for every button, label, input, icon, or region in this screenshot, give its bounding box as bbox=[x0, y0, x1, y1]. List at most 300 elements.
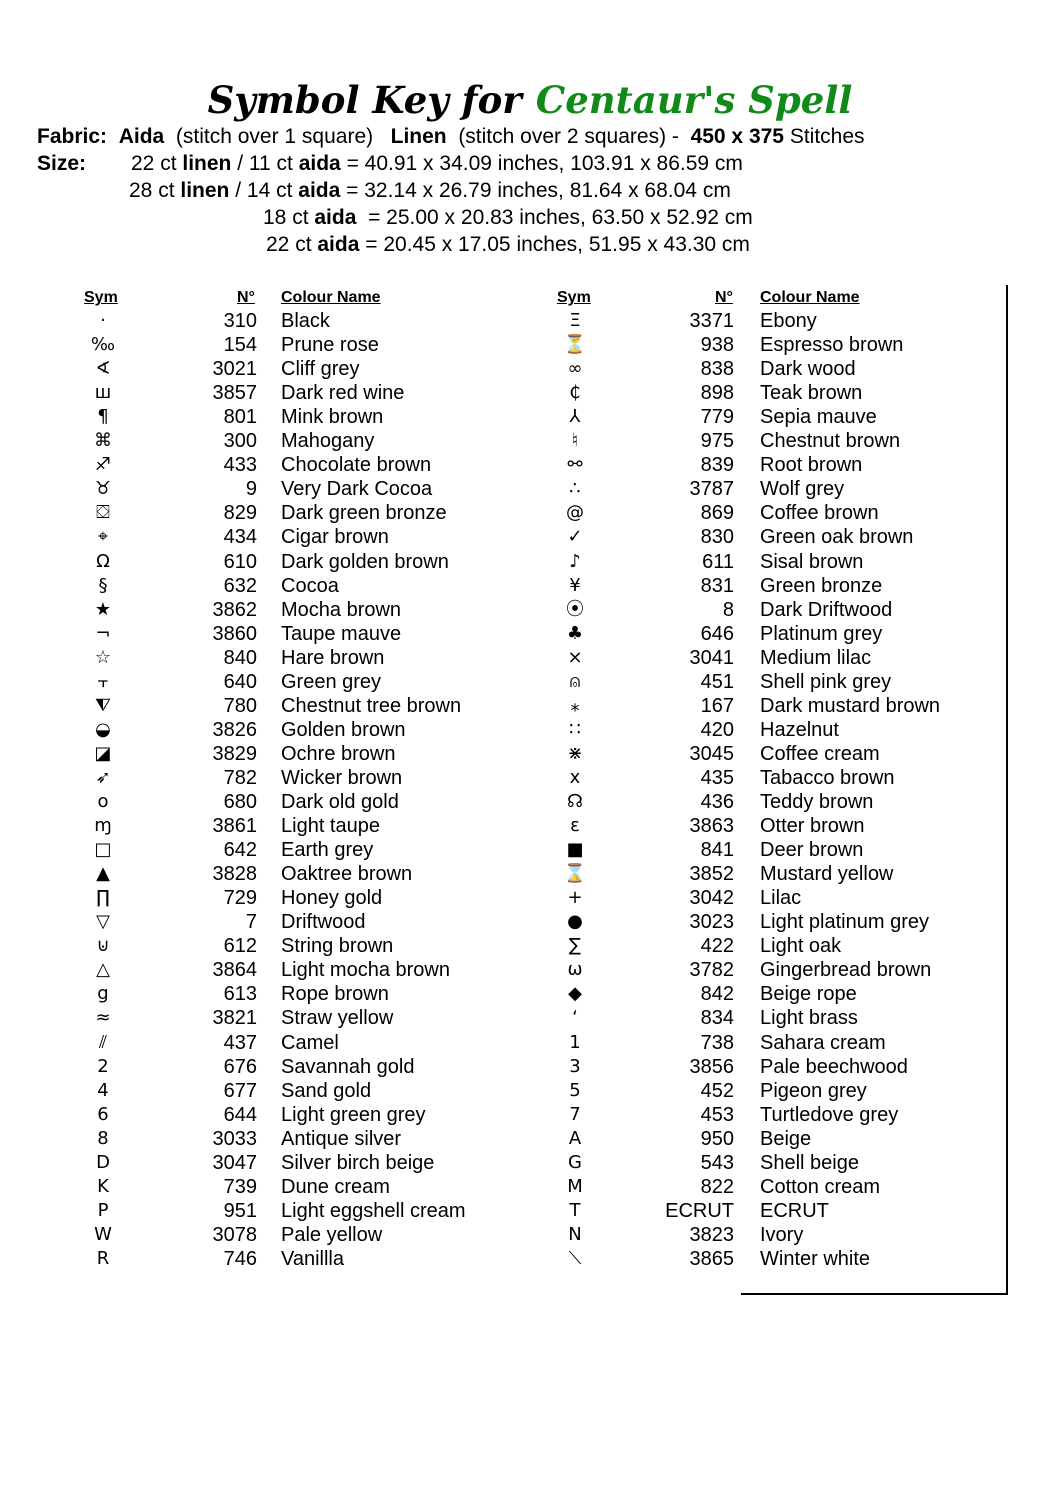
size-dims: = 20.45 x 17.05 inches, 51.95 x 43.30 cm bbox=[359, 233, 750, 256]
right-table-row bbox=[0, 862, 1060, 886]
colour-name: String brown bbox=[281, 935, 394, 958]
size-pre: 28 ct bbox=[129, 179, 181, 202]
floss-number: 739 bbox=[223, 1175, 257, 1198]
colour-name: Driftwood bbox=[281, 911, 366, 934]
floss-number: 436 bbox=[700, 791, 734, 813]
colour-name: Ochre brown bbox=[281, 742, 396, 765]
title-prefix: Symbol Key for bbox=[207, 78, 522, 122]
size-mid: / 14 ct bbox=[229, 179, 299, 202]
symbol-glyph: · bbox=[100, 310, 106, 331]
size-fabric-2: aida bbox=[298, 152, 341, 175]
fabric-linen-note: (stitch over 2 squares) - bbox=[458, 125, 679, 148]
right-table-row bbox=[0, 694, 1060, 718]
colour-name: Light platinum grey bbox=[760, 911, 929, 934]
symbol-glyph: ♪ bbox=[569, 550, 581, 572]
colour-name: Mustard yellow bbox=[760, 863, 894, 886]
floss-number: 3861 bbox=[212, 815, 257, 838]
colour-name: Green grey bbox=[281, 670, 382, 693]
symbol-glyph: ♮ bbox=[571, 430, 579, 452]
colour-name: Silver birch beige bbox=[281, 1151, 435, 1174]
right-table-row bbox=[0, 1151, 1060, 1175]
floss-number: 640 bbox=[223, 670, 257, 693]
colour-name: Dark golden brown bbox=[281, 550, 449, 573]
colour-name: Sand gold bbox=[281, 1079, 372, 1102]
symbol-glyph: N bbox=[568, 1223, 582, 1245]
floss-number: 3823 bbox=[689, 1223, 734, 1246]
floss-number: 434 bbox=[223, 526, 257, 549]
floss-number: 782 bbox=[223, 766, 257, 789]
right-table-row bbox=[0, 574, 1060, 598]
floss-number: 3857 bbox=[212, 382, 257, 405]
colour-name: Ivory bbox=[760, 1223, 804, 1246]
right-table-row bbox=[0, 886, 1060, 910]
symbol-glyph: ∑ bbox=[568, 935, 582, 957]
colour-name: Coffee brown bbox=[760, 502, 879, 525]
symbol-glyph: ɱ bbox=[94, 815, 112, 837]
floss-number: 543 bbox=[700, 1151, 734, 1174]
left-header-name: Colour Name bbox=[281, 289, 381, 306]
right-table-row bbox=[0, 1031, 1060, 1055]
colour-name: Otter brown bbox=[760, 815, 865, 838]
colour-name: Mocha brown bbox=[281, 598, 402, 621]
floss-number: 3826 bbox=[212, 718, 257, 741]
symbol-glyph: ⌘ bbox=[94, 430, 112, 452]
page-title bbox=[0, 78, 1060, 122]
right-table-row bbox=[0, 1103, 1060, 1127]
right-table-row bbox=[0, 405, 1060, 429]
colour-name: Sepia mauve bbox=[760, 406, 877, 429]
symbol-glyph: ⦿ bbox=[566, 598, 584, 620]
symbol-glyph: □ bbox=[94, 839, 112, 861]
floss-number: 644 bbox=[223, 1103, 257, 1126]
symbol-glyph: ✓ bbox=[567, 526, 583, 548]
symbol-glyph: ⍝ bbox=[569, 670, 581, 692]
floss-number: 841 bbox=[700, 839, 734, 862]
floss-number: 938 bbox=[700, 334, 734, 357]
colour-name: Hazelnut bbox=[760, 718, 839, 741]
colour-name: Platinum grey bbox=[760, 622, 883, 645]
symbol-glyph: ▽ bbox=[96, 911, 110, 933]
floss-number: 612 bbox=[223, 935, 257, 958]
symbol-glyph: ⟍ bbox=[568, 1247, 582, 1269]
colour-name: Chestnut tree brown bbox=[281, 694, 462, 717]
size-pre: 18 ct bbox=[263, 206, 315, 229]
colour-name: Prune rose bbox=[281, 334, 379, 357]
symbol-glyph: ∏ bbox=[96, 887, 110, 909]
right-table-row bbox=[0, 477, 1060, 501]
right-table-row bbox=[0, 718, 1060, 742]
right-table-row bbox=[0, 598, 1060, 622]
colour-name: Chocolate brown bbox=[281, 454, 432, 477]
colour-name: Cotton cream bbox=[760, 1175, 881, 1198]
symbol-glyph: ● bbox=[567, 911, 583, 933]
symbol-glyph: ‰ bbox=[90, 334, 116, 356]
right-table-row bbox=[0, 958, 1060, 982]
symbol-glyph: 1 bbox=[569, 1031, 581, 1053]
size-label: Size: bbox=[37, 152, 87, 175]
symbol-glyph: Ω bbox=[96, 550, 110, 572]
colour-name: Shell pink grey bbox=[760, 670, 892, 693]
colour-name: Golden brown bbox=[281, 718, 406, 741]
right-table-row bbox=[0, 1199, 1060, 1223]
colour-name: Taupe mauve bbox=[281, 622, 402, 645]
floss-number: 829 bbox=[223, 502, 257, 525]
symbol-glyph: ⫟ bbox=[97, 670, 109, 692]
symbol-glyph: ◪ bbox=[94, 742, 112, 764]
size-fabric-1: linen bbox=[180, 179, 230, 202]
floss-number: 435 bbox=[700, 766, 734, 789]
floss-number: ECRUT bbox=[665, 1199, 734, 1222]
symbol-glyph: ⫽ bbox=[98, 1031, 108, 1053]
colour-name: Shell beige bbox=[760, 1151, 859, 1174]
symbol-glyph: ☊ bbox=[567, 791, 583, 812]
right-table-row bbox=[0, 381, 1060, 405]
colour-name: Wicker brown bbox=[281, 766, 403, 789]
floss-number: 3828 bbox=[212, 863, 257, 886]
floss-number: 3865 bbox=[689, 1247, 734, 1270]
right-table-row bbox=[0, 1223, 1060, 1247]
right-table-row bbox=[0, 982, 1060, 1006]
symbol-glyph: ⚯ bbox=[567, 454, 583, 476]
colour-name: Cocoa bbox=[281, 574, 339, 597]
symbol-glyph: ➶ bbox=[95, 766, 111, 788]
fabric-label: Fabric: bbox=[37, 125, 108, 148]
symbol-glyph: 3 bbox=[569, 1055, 581, 1077]
colour-name: Very Dark Cocoa bbox=[281, 478, 433, 501]
right-table-row bbox=[0, 453, 1060, 477]
floss-number: 422 bbox=[700, 935, 734, 958]
colour-name: Root brown bbox=[760, 454, 863, 477]
floss-number: 680 bbox=[223, 791, 257, 813]
symbol-glyph: § bbox=[98, 574, 108, 596]
symbol-glyph: g bbox=[97, 983, 109, 1005]
floss-number: 950 bbox=[700, 1127, 734, 1150]
stitch-suffix: Stitches bbox=[789, 125, 865, 148]
floss-number: 9 bbox=[245, 478, 257, 501]
floss-number: 642 bbox=[223, 839, 257, 862]
symbol-glyph: ω bbox=[567, 959, 583, 981]
symbol-glyph: 7 bbox=[569, 1103, 581, 1125]
floss-number: 310 bbox=[223, 310, 257, 332]
symbol-glyph: @ bbox=[566, 502, 584, 524]
floss-number: 3045 bbox=[689, 742, 734, 765]
symbol-glyph: ₵ bbox=[569, 382, 581, 404]
symbol-glyph: ⅄ bbox=[569, 406, 581, 428]
colour-name: Green oak brown bbox=[760, 526, 914, 549]
floss-number: 975 bbox=[700, 430, 734, 453]
left-header-sym: Sym bbox=[84, 289, 118, 306]
colour-name: Medium lilac bbox=[760, 646, 872, 669]
floss-number: 869 bbox=[700, 502, 734, 525]
floss-number: 3023 bbox=[689, 911, 734, 934]
symbol-glyph: ⏳ bbox=[563, 334, 587, 356]
size-fabric-1: linen bbox=[182, 152, 232, 175]
symbol-glyph: ¬ bbox=[95, 622, 111, 644]
symbol-glyph: W bbox=[94, 1223, 112, 1245]
symbol-glyph: 2 bbox=[97, 1055, 109, 1077]
symbol-glyph: T bbox=[569, 1199, 581, 1221]
colour-name: Dark mustard brown bbox=[760, 694, 941, 717]
floss-number: 3860 bbox=[212, 622, 257, 645]
colour-name: Antique silver bbox=[281, 1127, 402, 1150]
colour-name: Light brass bbox=[760, 1007, 858, 1030]
floss-number: 3787 bbox=[689, 478, 734, 501]
colour-name: Vanillla bbox=[281, 1247, 344, 1270]
floss-number: 167 bbox=[700, 694, 734, 717]
floss-number: 3041 bbox=[689, 646, 734, 669]
floss-number: 154 bbox=[223, 334, 257, 357]
left-header-num: N° bbox=[237, 289, 255, 306]
symbol-glyph: ⁎ bbox=[570, 694, 580, 716]
colour-name: Camel bbox=[281, 1031, 339, 1054]
symbol-glyph: ⋇ bbox=[567, 742, 583, 764]
right-header-num: N° bbox=[715, 289, 733, 306]
floss-number: 610 bbox=[223, 550, 257, 573]
colour-name: Chestnut brown bbox=[760, 430, 901, 453]
right-table-row bbox=[0, 550, 1060, 574]
size-pre: 22 ct bbox=[131, 152, 183, 175]
symbol-glyph: ▲ bbox=[96, 863, 110, 885]
floss-number: 451 bbox=[700, 670, 734, 693]
floss-number: 834 bbox=[700, 1007, 734, 1030]
right-table-row bbox=[0, 1006, 1060, 1030]
colour-name: Gingerbread brown bbox=[760, 959, 932, 982]
floss-number: 646 bbox=[700, 622, 734, 645]
size-fabric-2: aida bbox=[298, 179, 341, 202]
symbol-glyph: ⛋ bbox=[96, 502, 110, 524]
symbol-glyph: D bbox=[96, 1151, 110, 1173]
colour-name: Hare brown bbox=[281, 646, 385, 669]
symbol-glyph: ■ bbox=[566, 839, 584, 861]
floss-number: 729 bbox=[223, 887, 257, 910]
floss-number: 3033 bbox=[212, 1127, 257, 1150]
colour-name: Teak brown bbox=[760, 382, 863, 405]
symbol-glyph: R bbox=[96, 1247, 110, 1269]
symbol-glyph: ¶ bbox=[97, 406, 109, 428]
colour-name: Green bronze bbox=[760, 574, 883, 597]
colour-name: ECRUT bbox=[760, 1199, 829, 1222]
fabric-aida-note: (stitch over 1 square) bbox=[175, 125, 374, 148]
symbol-glyph: ⌛ bbox=[563, 863, 587, 885]
floss-number: 801 bbox=[223, 406, 257, 429]
floss-number: 3782 bbox=[689, 959, 734, 982]
symbol-glyph: △ bbox=[96, 959, 110, 981]
symbol-glyph: ⨯ bbox=[567, 646, 583, 668]
right-table-row bbox=[0, 742, 1060, 766]
floss-number: 3078 bbox=[212, 1223, 257, 1246]
symbol-glyph: ★ bbox=[94, 598, 112, 620]
symbol-glyph: 5 bbox=[569, 1079, 581, 1101]
symbol-glyph: 4 bbox=[97, 1079, 109, 1101]
floss-number: 677 bbox=[223, 1079, 257, 1102]
floss-number: 676 bbox=[223, 1055, 257, 1078]
floss-number: 898 bbox=[700, 382, 734, 405]
colour-name: Teddy brown bbox=[760, 791, 874, 813]
colour-name: Mink brown bbox=[281, 406, 384, 429]
floss-number: 840 bbox=[223, 646, 257, 669]
colour-name: Lilac bbox=[760, 887, 802, 910]
colour-name: Turtledove grey bbox=[760, 1103, 899, 1126]
colour-name: Dark wood bbox=[760, 358, 856, 381]
symbol-glyph: ∷ bbox=[569, 718, 581, 740]
floss-number: 839 bbox=[700, 454, 734, 477]
right-table-row bbox=[0, 766, 1060, 790]
colour-name: Dark old gold bbox=[281, 791, 399, 813]
symbol-glyph: P bbox=[97, 1199, 109, 1221]
colour-name: Cigar brown bbox=[281, 526, 389, 549]
floss-number: 780 bbox=[223, 694, 257, 717]
floss-number: 3047 bbox=[212, 1151, 257, 1174]
symbol-glyph: ♉ bbox=[94, 478, 112, 500]
colour-name: Cliff grey bbox=[281, 358, 360, 381]
right-header-sym: Sym bbox=[557, 289, 591, 306]
fabric-aida: Aida bbox=[118, 125, 165, 148]
floss-number: 830 bbox=[700, 526, 734, 549]
floss-number: 7 bbox=[245, 911, 257, 934]
floss-number: 420 bbox=[700, 718, 734, 741]
floss-number: 437 bbox=[223, 1031, 257, 1054]
floss-number: 746 bbox=[223, 1247, 257, 1270]
fabric-linen: Linen bbox=[390, 125, 447, 148]
symbol-glyph: ⧨ bbox=[94, 694, 112, 716]
colour-name: Sisal brown bbox=[760, 550, 864, 573]
colour-name: Espresso brown bbox=[760, 334, 904, 357]
symbol-glyph: ◆ bbox=[568, 983, 582, 1005]
colour-name: Beige rope bbox=[760, 983, 857, 1006]
symbol-glyph: o bbox=[97, 791, 109, 812]
symbol-glyph: ≈ bbox=[95, 1007, 111, 1029]
stitch-count: 450 x 375 bbox=[690, 125, 784, 148]
right-table-row bbox=[0, 622, 1060, 646]
right-table-row bbox=[0, 1175, 1060, 1199]
colour-name: Mahogany bbox=[281, 430, 375, 453]
right-table-row bbox=[0, 1127, 1060, 1151]
size-line bbox=[129, 179, 731, 203]
floss-number: 738 bbox=[700, 1031, 734, 1054]
right-table-row bbox=[0, 814, 1060, 838]
symbol-glyph: ⊍ bbox=[96, 935, 110, 957]
colour-name: Pale yellow bbox=[281, 1223, 383, 1246]
colour-name: Beige bbox=[760, 1127, 812, 1150]
floss-number: 3829 bbox=[212, 742, 257, 765]
right-table-row bbox=[0, 525, 1060, 549]
floss-number: 300 bbox=[223, 430, 257, 453]
size-line bbox=[266, 233, 750, 257]
colour-name: Dune cream bbox=[281, 1175, 390, 1198]
symbol-glyph: + bbox=[567, 887, 583, 909]
right-table-row bbox=[0, 1247, 1060, 1271]
right-table-row bbox=[0, 501, 1060, 525]
size-fabric-1: aida bbox=[317, 233, 360, 256]
floss-number: 831 bbox=[700, 574, 734, 597]
symbol-glyph: 6 bbox=[97, 1103, 109, 1125]
colour-name: Light eggshell cream bbox=[281, 1199, 466, 1222]
symbol-glyph: G bbox=[568, 1151, 582, 1173]
floss-number: 3371 bbox=[689, 310, 734, 332]
symbol-glyph: K bbox=[97, 1175, 109, 1197]
right-table-row bbox=[0, 910, 1060, 934]
symbol-glyph: ш bbox=[94, 382, 112, 404]
symbol-glyph: ¥ bbox=[569, 574, 581, 596]
right-table-row bbox=[0, 429, 1060, 453]
colour-name: Ebony bbox=[760, 310, 817, 332]
colour-name: Rope brown bbox=[281, 983, 389, 1006]
symbol-glyph: 8 bbox=[97, 1127, 109, 1149]
symbol-glyph: M bbox=[567, 1175, 583, 1197]
right-table-row bbox=[0, 309, 1060, 333]
floss-number: 3862 bbox=[212, 598, 257, 621]
right-table-row bbox=[0, 670, 1060, 694]
right-table-row bbox=[0, 1055, 1060, 1079]
symbol-glyph: ɛ bbox=[570, 815, 580, 837]
symbol-glyph: ♣ bbox=[566, 622, 584, 644]
colour-name: Light oak bbox=[760, 935, 842, 958]
symbol-glyph: ◒ bbox=[95, 718, 111, 740]
size-dims: = 32.14 x 26.79 inches, 81.64 x 68.04 cm bbox=[340, 179, 731, 202]
symbol-glyph: ∢ bbox=[95, 358, 111, 380]
size-fabric-1: aida bbox=[314, 206, 357, 229]
fabric-line bbox=[37, 125, 865, 149]
colour-name: Savannah gold bbox=[281, 1055, 415, 1078]
floss-number: 3864 bbox=[212, 959, 257, 982]
right-table-row bbox=[0, 1079, 1060, 1103]
colour-name: Pale beechwood bbox=[760, 1055, 908, 1078]
floss-number: 951 bbox=[223, 1199, 257, 1222]
colour-name: Light green grey bbox=[281, 1103, 426, 1126]
symbol-glyph: ☆ bbox=[94, 646, 112, 668]
right-table-row bbox=[0, 357, 1060, 381]
floss-number: 842 bbox=[700, 983, 734, 1006]
colour-name: Earth grey bbox=[281, 839, 374, 862]
floss-number: 8 bbox=[722, 598, 734, 621]
symbol-glyph: Ξ bbox=[569, 310, 581, 331]
colour-name: Winter white bbox=[760, 1247, 871, 1270]
floss-number: 611 bbox=[702, 550, 734, 573]
symbol-glyph: ∞ bbox=[567, 358, 583, 380]
table-border-right bbox=[1006, 285, 1008, 1295]
symbol-glyph: x bbox=[569, 766, 581, 788]
right-table-row bbox=[0, 838, 1060, 862]
floss-number: 3852 bbox=[689, 863, 734, 886]
symbol-glyph: A bbox=[568, 1127, 582, 1149]
colour-name: Black bbox=[281, 310, 330, 332]
symbol-glyph: ♐ bbox=[94, 454, 112, 476]
colour-name: Coffee cream bbox=[760, 742, 880, 765]
colour-name: Tabacco brown bbox=[760, 766, 895, 789]
size-line bbox=[263, 206, 753, 230]
colour-name: Straw yellow bbox=[281, 1007, 394, 1030]
pattern-name: Centaur's Spell bbox=[535, 78, 853, 122]
floss-number: 452 bbox=[700, 1079, 734, 1102]
size-line bbox=[131, 152, 743, 176]
floss-number: 838 bbox=[700, 358, 734, 381]
colour-name: Pigeon grey bbox=[760, 1079, 867, 1102]
colour-name: Wolf grey bbox=[760, 478, 845, 501]
table-border-bottom bbox=[741, 1293, 1007, 1295]
right-table-row bbox=[0, 333, 1060, 357]
floss-number: 632 bbox=[223, 574, 257, 597]
floss-number: 3021 bbox=[212, 358, 257, 381]
size-mid: / 11 ct bbox=[231, 152, 299, 175]
size-pre: 22 ct bbox=[266, 233, 318, 256]
colour-name: Light mocha brown bbox=[281, 959, 450, 982]
colour-name: Oaktree brown bbox=[281, 863, 413, 886]
colour-name: Deer brown bbox=[760, 839, 864, 862]
floss-number: 453 bbox=[700, 1103, 734, 1126]
colour-name: Dark green bronze bbox=[281, 502, 447, 525]
colour-name: Sahara cream bbox=[760, 1031, 886, 1054]
symbol-glyph: ʻ bbox=[572, 1007, 578, 1029]
